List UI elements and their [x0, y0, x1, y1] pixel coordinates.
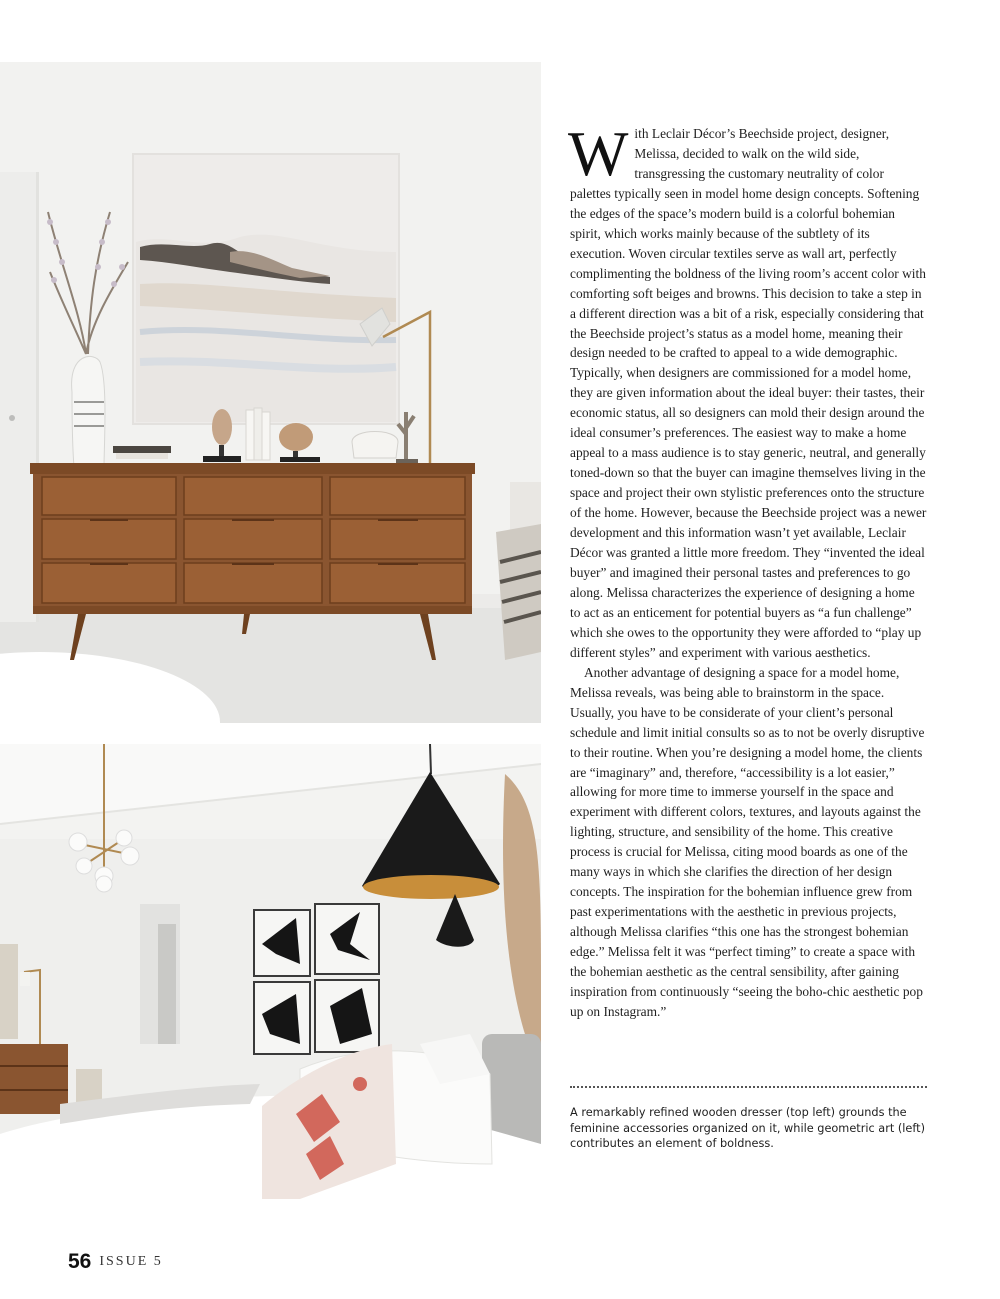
article-paragraph-1 — [568, 118, 928, 663]
page-folio — [68, 1250, 163, 1274]
bedroom-scene-illustration — [0, 744, 541, 1199]
dresser-scene-illustration — [0, 62, 541, 723]
bedroom-geometric-art-photo — [0, 744, 541, 1199]
article-paragraph-2: Another advantage of designing a space for a model home, Melissa reveals, was being able to brainstorm in the space. Usually, you have to be considerate of your client’s personal schedule and limit initial consults so as to not be overly disruptive to their routine. When you’re designing a model home, the clients are “imaginary” and, therefore, “accessibility is a lot easier,” allowing for more time to immerse yourself in the space and experiment with different colors, textures, and layouts against the lighting, structure, and sensibility of the home. This creative process is crucial for Melissa, citing mood boards as one of the many ways in which she clarifies the direction of her design concepts. The inspiration for the bohemian influence grew from past experimentations with the aesthetic in previous projects, although Melissa clarifies “this one has the strongest bohemian edge.” Melissa felt it was “perfect timing” to create a space with the bohemian aesthetic as the central sensibility, after gaining inspiration from continuously “seeing the boho-chic aesthetic pop up on Instagram.” — [570, 664, 925, 1019]
issue-label: ISSUE 5 — [99, 1254, 163, 1269]
caption-divider — [570, 1086, 927, 1088]
photo-caption: A remarkably refined wooden dresser (top left) grounds the feminine accessories organized on it, while geometric art (left) contributes an element of boldness. — [570, 1106, 925, 1151]
page-number: 56 — [68, 1250, 92, 1273]
drop-cap: W — [568, 118, 629, 189]
article-body — [568, 118, 928, 1022]
dresser-vignette-photo — [0, 62, 541, 723]
article-paragraph-1-text: ith Leclair Décor’s Beechside project, designer, Melissa, decided to walk on the wild side, transgressing the customary neutrality of color palettes typically seen in model home design concepts. Softening the edges of the space’s modern build is a colorful bohemian spirit, which works mainly because of the subtlety of its execution. Woven circular textiles serve as wall art, perfectly complimenting the boldness of the living room’s accent color with comforting soft beiges and browns. This decision to take a step in a different direction was a bit of a risk, especially considering that the Beechside project’s status as a model home, meaning their design needed to be crafted to appeal to a wide demographic. Typically, when designers are commissioned for a model home, they are given information about the ideal buyer: their tastes, their economic status, all so designers can mold their design around the ideal consumer’s preferences. The easiest way to make a home appeal to a mass audience is to stay generic, neutral, and generally toned-down so that the buyer can imagine themselves living in the space and project their own stylistic preferences onto the structure of the home. However, because the Beechside project was a newer development and this information wasn’t yet available, Leclair Décor was granted a little more freedom. They “invented the ideal buyer” and imagined their personal tastes and preferences to go along. Melissa characterizes the experience of designing a home to act as an enticement for potential buyers as “a fun challenge” which she owes to the opportunity they were afforded to “play up different styles” and experiment with various aesthetics. — [570, 126, 927, 660]
